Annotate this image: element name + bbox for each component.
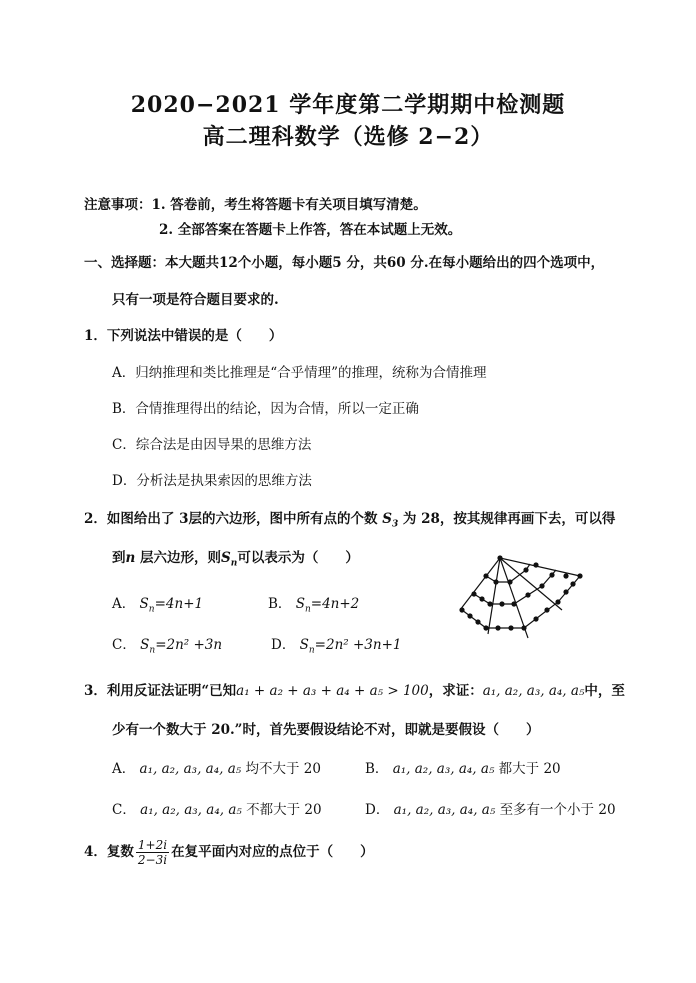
q3-option-d-text: 至多有一个小于 20: [499, 802, 616, 818]
q2-option-c: [112, 633, 222, 656]
q3-option-c-list: a₁, a₂, a₃, a₄, a₅: [140, 802, 242, 818]
dot: [523, 567, 528, 572]
q2-line2-b: 层六边形，则: [135, 550, 222, 566]
dot: [495, 625, 500, 630]
q2-line2-a: 到: [112, 550, 126, 566]
notes-lead: 注意事项：: [84, 197, 152, 213]
q2-option-c-expr: =2n² +3n: [155, 637, 223, 653]
dot: [475, 619, 480, 624]
dot: [539, 583, 544, 588]
title-line-1: 2020−2021 学年度第二学期期中检测题: [130, 92, 566, 118]
dot: [508, 625, 513, 630]
q3-option-b-list: a₁, a₂, a₃, a₄, a₅: [392, 761, 495, 777]
spoke-1: [460, 558, 500, 610]
q2-option-b-sn: $S_n$: [295, 596, 311, 615]
dot: [483, 625, 488, 630]
q3-option-a-label: A．: [112, 761, 136, 777]
q3-option-a: [112, 757, 321, 777]
q3-stem-expr: a₁ + a₂ + a₃ + a₄ + a₅ > 100: [236, 683, 429, 699]
q1-option-b: B．合情推理得出的结论，因为合情，所以一定正确: [112, 401, 419, 417]
q2-stem-a: 2．如图给出了 3层的六边形，图中所有点的个数: [84, 511, 378, 527]
q3-stem-b: ，求证：: [428, 683, 483, 699]
q3-stem-line-1: [84, 679, 625, 699]
notes-item-1: 1. 答卷前，考生将答题卡有关项目填写清楚。: [151, 197, 427, 213]
q2-option-d: [271, 633, 401, 656]
dot: [549, 572, 554, 577]
q2-option-c-sn: $S_n$: [140, 637, 156, 656]
q4-fraction-denominator: 2−3i: [137, 853, 168, 867]
spoke-2: [488, 558, 500, 634]
dot: [479, 596, 484, 601]
dot: [499, 601, 504, 606]
dot: [483, 573, 488, 578]
dot: [544, 607, 549, 612]
q2-option-b-expr: =4n+2: [310, 596, 360, 612]
dot: [525, 592, 530, 597]
hexagon-layers-figure: [440, 548, 600, 648]
dot: [555, 599, 560, 604]
q2-option-c-label: C．: [112, 637, 136, 653]
dot: [507, 579, 512, 584]
q1-option-d: D．分析法是执果索因的思维方法: [112, 473, 312, 489]
q2-option-d-label: D．: [271, 637, 296, 653]
dot: [533, 616, 538, 621]
q1-option-a: A．归纳推理和类比推理是“合乎情理”的推理，统称为合情推理: [112, 365, 487, 381]
q3-option-c-text: 不都大于 20: [246, 802, 322, 818]
q3-option-c: [112, 798, 322, 818]
q2-option-b-label: B．: [268, 596, 292, 612]
q3-option-b: [365, 757, 561, 777]
dot: [467, 613, 472, 618]
q3-option-a-list: a₁, a₂, a₃, a₄, a₅: [139, 761, 242, 777]
q4-fraction: [136, 838, 169, 867]
q2-option-a: [112, 592, 203, 615]
notes-line-1: [84, 193, 427, 213]
dot: [497, 555, 502, 560]
section1-line-1: 一、选择题：本大题共12个小题，每小题5 分，共60 分.在每小题给出的四个选项中，: [84, 255, 605, 271]
q4-stem-a: 4．复数: [84, 844, 134, 860]
q2-option-d-expr: =2n² +3n+1: [314, 637, 402, 653]
q3-option-c-label: C．: [112, 802, 136, 818]
dot: [533, 562, 538, 567]
dot: [471, 591, 476, 596]
dot: [511, 601, 516, 606]
q3-stem-list: a₁, a₂, a₃, a₄, a₅: [482, 683, 585, 699]
q4-stem: [84, 838, 374, 867]
dot: [563, 589, 568, 594]
q2-stem-line-1: [84, 507, 615, 530]
q2-option-b: [268, 592, 359, 615]
dot: [577, 573, 582, 578]
q2-option-a-sn: $S_n$: [139, 596, 155, 615]
title-line-2: 高二理科数学（选修 2−2）: [202, 124, 494, 150]
section1-line-2: 只有一项是符合题目要求的.: [112, 292, 279, 308]
q3-option-b-text: 都大于 20: [498, 761, 561, 777]
q4-fraction-numerator: 1+2i: [137, 838, 168, 852]
q2-option-a-expr: =4n+1: [154, 596, 204, 612]
q1-option-c: C．综合法是由因导果的思维方法: [112, 437, 312, 453]
q2-option-a-label: A．: [112, 596, 136, 612]
q3-option-b-label: B．: [365, 761, 389, 777]
q3-stem-line-2: 少有一个数大于 20.”时，首先要假设结论不对，即就是要假设（ ）: [112, 722, 540, 738]
notes-item-2: 2. 全部答案在答题卡上作答，答在本试题上无效。: [159, 222, 462, 238]
dot: [570, 581, 575, 586]
q2-sn-symbol: $S_n$: [221, 550, 238, 569]
q3-stem-a: 3．利用反证法证明“已知: [84, 683, 237, 699]
dot: [459, 607, 464, 612]
dot: [493, 579, 498, 584]
dot: [487, 601, 492, 606]
q2-stem-line-2: [112, 546, 359, 569]
q2-s3-symbol: $S_3$: [382, 511, 399, 530]
q3-stem-c: 中，至: [584, 683, 625, 699]
q3-option-d: [365, 798, 616, 818]
q2-line2-c: 可以表示为（ ）: [237, 550, 359, 566]
q3-option-a-text: 均不大于 20: [245, 761, 321, 777]
q3-option-d-label: D．: [365, 802, 390, 818]
dot: [563, 573, 568, 578]
q3-option-d-list: a₁, a₂, a₃, a₄, a₅: [393, 802, 496, 818]
q2-option-d-sn: $S_n$: [299, 637, 315, 656]
dot: [521, 625, 526, 630]
q4-stem-b: 在复平面内对应的点位于（ ）: [171, 844, 374, 860]
q2-stem-b: 为 28，按其规律再画下去，可以得: [402, 511, 616, 527]
q2-n-symbol: n: [125, 550, 136, 566]
spoke-5: [500, 558, 580, 576]
q1-stem: 1．下列说法中错误的是（ ）: [84, 328, 283, 344]
